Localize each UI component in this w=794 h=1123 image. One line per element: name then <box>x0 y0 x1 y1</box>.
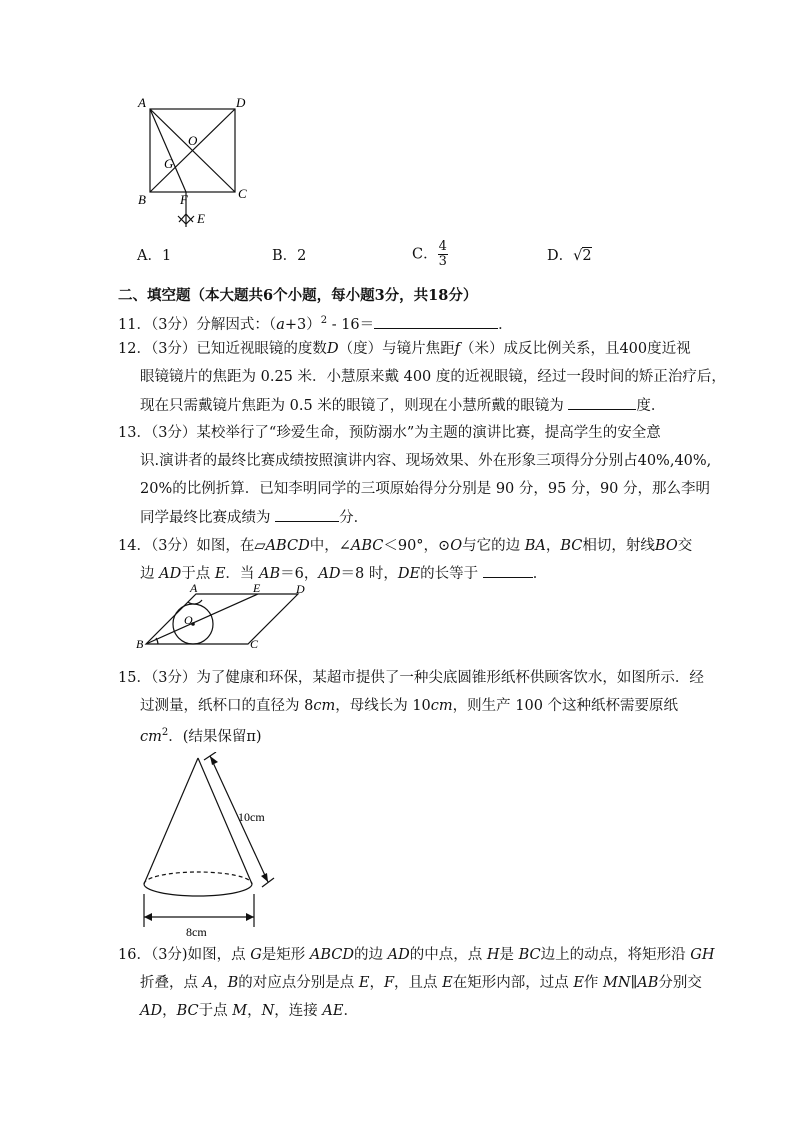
question-14-line1: 14．（3分）如图，在▱ABCD中，∠ABC＜90°，⊙O与它的边 BA，BC相切，射线BO交 <box>118 538 693 554</box>
cone-base-back <box>144 872 252 884</box>
label-o: O <box>188 133 198 148</box>
cone-left-edge <box>144 758 198 884</box>
ray-be <box>146 594 258 644</box>
question-15-line3: $cm^2$．(结果保留π) <box>140 727 262 745</box>
answer-blank-12[interactable] <box>568 395 636 410</box>
question-14-line2: 边 AD于点 E．当 AB＝6，AD＝8 时，DE的长等于 ． <box>140 563 547 584</box>
label-c2: C <box>250 637 259 651</box>
option-b[interactable] <box>272 246 306 266</box>
option-b-text: B．2 <box>272 248 307 264</box>
parallelogram-abcd <box>146 594 298 644</box>
section-heading: 二、填空题（本大题共6个小题，每小题3分，共18分） <box>118 287 478 304</box>
question-13-line4: 同学最终比赛成绩为 分． <box>140 507 368 528</box>
label-d: D <box>236 95 246 110</box>
question-15-line2: 过测量，纸杯口的直径为 8cm，母线长为 10cm，则生产 100 个这种纸杯需要原纸 <box>140 698 679 714</box>
label-a2: A <box>190 582 198 595</box>
label-a: A <box>138 95 146 110</box>
label-o2: O <box>184 613 193 627</box>
option-c-text: C． <box>412 246 438 263</box>
option-a-text: A．1 <box>137 248 172 264</box>
square-figure <box>130 92 260 232</box>
question-16-line2: 折叠，点 A，B的对应点分别是点 E，F，且点 E在矩形内部，过点 E作 MN∥AB分别交 <box>140 975 702 991</box>
question-16-line3: AD，BC于点 M，N，连接 AE． <box>140 1003 358 1019</box>
radicand: 2 <box>582 248 592 264</box>
option-d-text: D． <box>547 248 574 264</box>
diameter-label: 8cm <box>186 925 207 939</box>
label-d2: D <box>296 582 305 596</box>
option-d[interactable] <box>547 246 592 266</box>
question-15-line1: 15．（3分）为了健康和环保，某超市提供了一种尖底圆锥形纸杯供顾客饮水，如图所示．经 <box>118 670 704 686</box>
sqrt-icon: √ <box>573 248 583 264</box>
question-11: 11．（3分）分解因式：$(a+3)^2 - 16=$ ． <box>118 315 513 333</box>
parallelogram-figure <box>136 582 316 652</box>
answer-blank-13[interactable] <box>275 507 339 522</box>
cone-figure <box>130 752 290 942</box>
numerator: 4 <box>438 239 447 254</box>
line-af <box>150 109 186 192</box>
question-12-line2: 眼镜镜片的焦距为 0.25 米．小慧原来戴 400 度的近视眼镜，经过一段时间的矫正治疗后， <box>140 369 726 385</box>
question-12-line1: 12．（3分）已知近视眼镜的度数D（度）与镜片焦距f（米）成反比例关系，且400度近视 <box>118 341 691 357</box>
answer-blank-14[interactable] <box>483 563 533 578</box>
answer-blank-11[interactable] <box>374 314 498 329</box>
label-b2: B <box>136 637 144 651</box>
label-c: C <box>238 186 247 201</box>
denominator: 3 <box>438 254 447 269</box>
label-f: F <box>180 192 188 207</box>
label-b: B <box>138 192 146 207</box>
question-13-line2: 识.演讲者的最终比赛成绩按照演讲内容、现场效果、外在形象三项得分分别占40%,40%, <box>140 453 712 469</box>
fraction <box>438 240 448 269</box>
option-c[interactable] <box>412 240 448 269</box>
question-16-line1: 16．（3分)如图，点 G是矩形 ABCD的边 AD的中点，点 H是 BC边上的动点，将矩形沿 GH <box>118 947 715 963</box>
label-g: G <box>164 156 174 171</box>
slant-label: 10cm <box>238 810 265 824</box>
option-a[interactable] <box>137 246 171 266</box>
cone-base-front <box>144 884 252 896</box>
question-13-line3: 20%的比例折算．已知李明同学的三项原始得分分别是 90 分，95 分，90 分，那么李明 <box>140 481 711 497</box>
label-e: E <box>197 211 205 226</box>
slant-tick-bottom <box>262 878 274 887</box>
question-12-line3: 现在只需戴镜片焦距为 0.5 米的眼镜了，则现在小慧所戴的眼镜为 度． <box>140 395 665 416</box>
label-e2: E <box>253 582 261 595</box>
question-13-line1: 13．（3分）某校举行了“珍爱生命，预防溺水”为主题的演讲比赛，提高学生的安全意 <box>118 425 661 441</box>
